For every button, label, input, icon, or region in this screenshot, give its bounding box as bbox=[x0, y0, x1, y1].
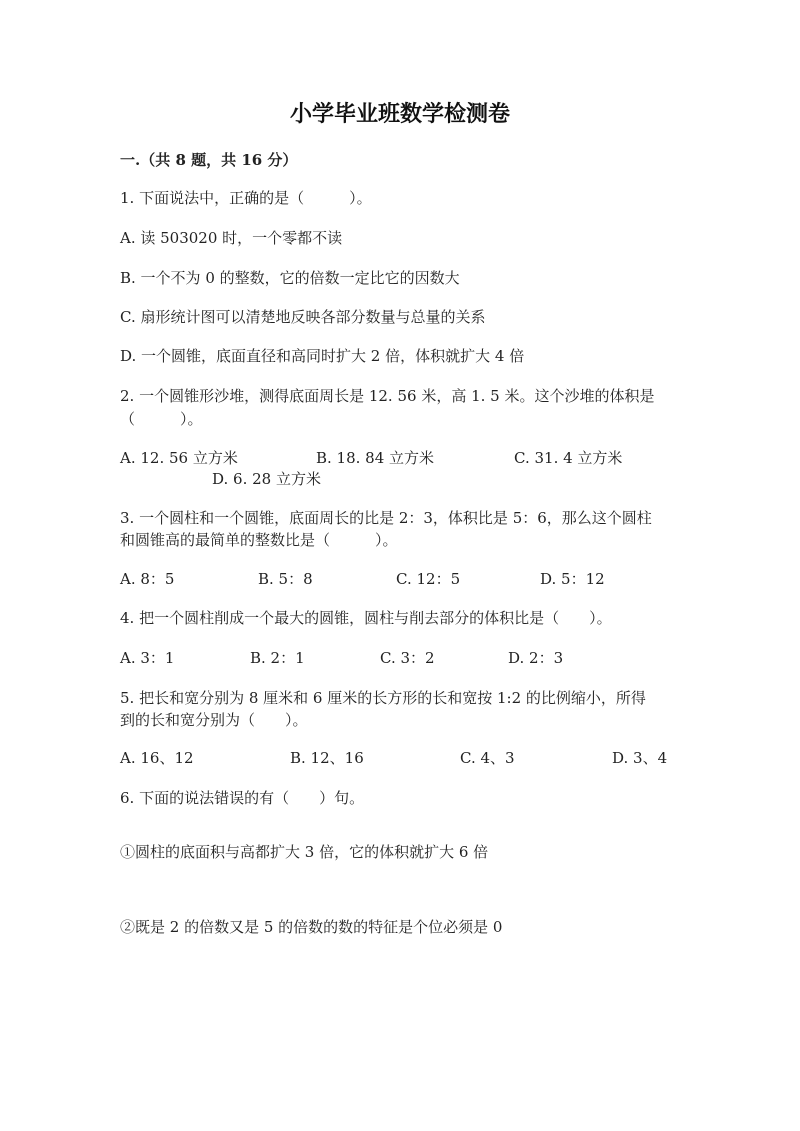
option-c: C. 扇形统计图可以清楚地反映各部分数量与总量的关系 bbox=[120, 308, 486, 326]
option-b: B. 5：8 bbox=[258, 570, 313, 588]
question-stem: 1. 下面说法中，正确的是（ ）。 bbox=[120, 189, 372, 207]
option-d: D. 5：12 bbox=[540, 570, 605, 588]
option-b: B. 18. 84 立方米 bbox=[316, 449, 435, 467]
option-c: C. 4、3 bbox=[460, 749, 515, 767]
question-stem: 4. 把一个圆柱削成一个最大的圆锥，圆柱与削去部分的体积比是（ ）。 bbox=[120, 609, 612, 627]
question-stem-continued: 到的长和宽分别为（ ）。 bbox=[120, 711, 308, 729]
option-c: C. 31. 4 立方米 bbox=[514, 449, 623, 467]
option-d: D. 一个圆锥，底面直径和高同时扩大 2 倍，体积就扩大 4 倍 bbox=[120, 347, 525, 365]
question-stem: 3. 一个圆柱和一个圆锥，底面周长的比是 2：3，体积比是 5：6，那么这个圆柱 bbox=[120, 509, 652, 527]
option-d: D. 3、4 bbox=[612, 749, 668, 767]
question-stem: 2. 一个圆锥形沙堆，测得底面周长是 12. 56 米，高 1. 5 米。这个沙堆的体积是 bbox=[120, 387, 655, 405]
question-stem-continued: 和圆锥高的最简单的整数比是（ ）。 bbox=[120, 531, 398, 549]
question-stem: 5. 把长和宽分别为 8 厘米和 6 厘米的长方形的长和宽按 1:2 的比例缩小，所得 bbox=[120, 689, 646, 707]
option-a: A. 16、12 bbox=[120, 749, 194, 767]
option-c: C. 12：5 bbox=[396, 570, 461, 588]
option-a: A. 12. 56 立方米 bbox=[120, 449, 238, 467]
option-b: B. 12、16 bbox=[290, 749, 364, 767]
option-b: B. 2：1 bbox=[250, 649, 305, 667]
option-a: A. 3：1 bbox=[120, 649, 175, 667]
option-d: D. 6. 28 立方米 bbox=[212, 470, 321, 488]
option-a: A. 读 503020 时，一个零都不读 bbox=[120, 229, 343, 247]
section-heading: 一.（共 8 题，共 16 分） bbox=[120, 151, 298, 169]
question-stem-continued: （ ）。 bbox=[120, 410, 203, 428]
question-stem: 6. 下面的说法错误的有（ ）句。 bbox=[120, 789, 365, 807]
option-d: D. 2：3 bbox=[508, 649, 564, 667]
option-c: C. 3：2 bbox=[380, 649, 435, 667]
option-b: B. 一个不为 0 的整数，它的倍数一定比它的因数大 bbox=[120, 269, 460, 287]
page-title: 小学毕业班数学检测卷 bbox=[289, 101, 510, 127]
statement-1: ①圆柱的底面积与高都扩大 3 倍，它的体积就扩大 6 倍 bbox=[120, 843, 489, 861]
option-a: A. 8：5 bbox=[120, 570, 175, 588]
statement-2: ②既是 2 的倍数又是 5 的倍数的数的特征是个位必须是 0 bbox=[120, 918, 503, 936]
